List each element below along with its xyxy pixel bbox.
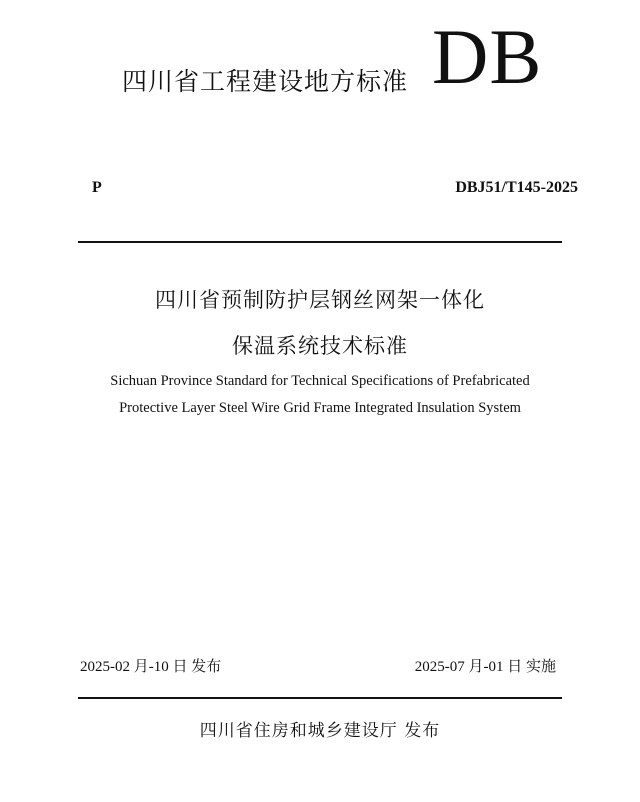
title-cn-line2: 保温系统技术标准 [232, 334, 408, 358]
implementation-date: 2025-07 月-01 日 实施 [414, 659, 556, 675]
standard-number: DBJ51/T145-2025 [455, 179, 578, 196]
title-en-line1: Sichuan Province Standard for Technical Specifications of Prefabricated [110, 373, 530, 389]
category-code: P [92, 179, 102, 196]
bottom-divider [78, 697, 562, 699]
db-mark: DB [432, 13, 543, 100]
header-title: 四川省工程建设地方标准 [122, 67, 409, 96]
title-en-line2: Protective Layer Steel Wire Grid Frame Integrated Insulation System [119, 400, 521, 416]
top-divider [78, 241, 562, 243]
title-cn-line1: 四川省预制防护层钢丝网架一体化 [155, 288, 485, 312]
issue-date: 2025-02 月-10 日 发布 [80, 659, 222, 675]
issuing-authority: 四川省住房和城乡建设厅 发布 [199, 721, 441, 741]
